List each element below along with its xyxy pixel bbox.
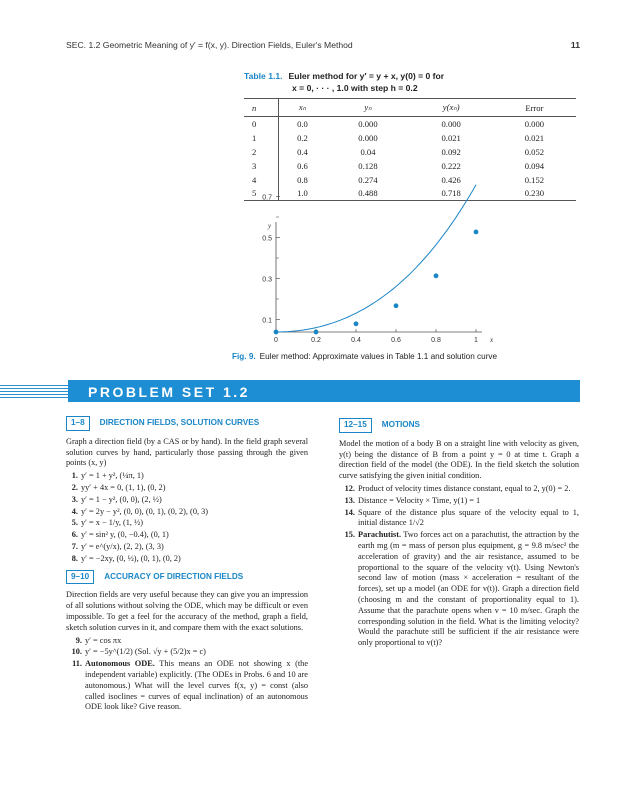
table-cell: 0.021 — [524, 132, 545, 143]
problem-item — [66, 471, 308, 482]
section-title: MOTIONS — [381, 420, 420, 429]
problem-item — [66, 507, 308, 518]
section-range: 12–15 — [339, 418, 372, 433]
section-title: DIRECTION FIELDS, SOLUTION CURVES — [99, 418, 260, 427]
euler-point — [354, 321, 359, 326]
problem-item — [66, 636, 308, 647]
solution-curve — [276, 185, 476, 332]
table-cell: 0.426 — [441, 174, 461, 185]
y-tick-label: 0.1 — [262, 317, 272, 325]
problem-number: 6. — [71, 530, 78, 540]
table-cell: 0.488 — [326, 187, 409, 201]
table-cell: 0.092 — [441, 146, 461, 157]
x-tick-label: 1 — [474, 337, 478, 344]
table-row — [244, 173, 576, 187]
problem-number: 5. — [71, 518, 78, 528]
problem-number: 8. — [71, 553, 78, 563]
problem-number: 11. — [72, 659, 82, 669]
y-axis-label: y — [268, 222, 272, 230]
figure-caption — [232, 352, 497, 361]
table-cell: 0.094 — [524, 160, 545, 171]
euler-point — [394, 303, 399, 308]
problem-number: 3. — [71, 494, 78, 504]
problem-title: Parachutist. — [358, 530, 402, 540]
problem-number: 7. — [71, 541, 78, 551]
problem-text: Square of the distance plus square of the velocity equal to 1, initial distance 1/√2 — [358, 507, 579, 528]
problem-title: Autonomous ODE. — [85, 659, 155, 669]
problem-item — [66, 659, 308, 713]
page-number: 11 — [570, 40, 580, 50]
problem-item — [66, 554, 308, 565]
table-cell: 0.052 — [524, 146, 545, 157]
table-cell: 0.000 — [524, 118, 545, 129]
table-header-row — [244, 99, 576, 117]
euler-point — [314, 330, 319, 335]
problem-number: 10. — [71, 647, 82, 657]
col-header: xₙ — [278, 99, 326, 117]
table-cell: 4 — [252, 174, 257, 185]
section-title: ACCURACY OF DIRECTION FIELDS — [104, 571, 244, 581]
euler-point — [434, 273, 439, 278]
section-range: 9–10 — [66, 570, 94, 585]
table-cell: 0.000 — [358, 132, 378, 143]
problem-text: y′ = x − 1/y, (1, ½) — [81, 518, 144, 528]
x-tick-label: 0.2 — [311, 337, 321, 344]
table-cell: 0.0 — [278, 117, 326, 131]
y-tick-label: 0.7 — [262, 194, 272, 202]
table-row — [244, 117, 576, 131]
x-axis-label: x — [490, 336, 494, 344]
euler-point — [274, 330, 279, 335]
problem-item — [339, 508, 579, 530]
problem-text: y′ = sin² y, (0, −0.4), (0, 1) — [81, 530, 169, 540]
section-heading — [66, 416, 308, 431]
table-row — [244, 131, 576, 145]
problem-number: 9. — [75, 635, 82, 645]
table-cell: 0.000 — [358, 118, 378, 129]
table-cell: 1.0 — [278, 187, 326, 201]
col-header: y(xₙ) — [410, 99, 493, 117]
problem-text: y′ = 2y − y², (0, 0), (0, 1), (0, 2), (0, 3) — [81, 506, 209, 516]
table-cell: 0.4 — [278, 145, 326, 159]
problem-number: 12. — [344, 483, 355, 493]
table-title-line2: x = 0, · · · , 1.0 with step h = 0.2 — [292, 83, 418, 93]
problem-item — [339, 496, 579, 507]
table-cell: 0.230 — [493, 187, 576, 201]
x-tick-label: 0.8 — [431, 337, 441, 344]
table-cell: 0.718 — [410, 187, 493, 201]
section-heading — [66, 570, 308, 585]
problem-set-banner — [0, 378, 639, 404]
problem-text: Two forces act on a parachutist, the attraction by the earth mg (m = mass of person plus equipment, g = 9.8 m/sec² the acceleration of gravity) and the air resistance, assumed to be proportional to the square of the velocity v(t). Using Newton's second law of motion (mass × acceleration = resultant of the forces), set up a model (an ODE for v(t)). Graph a direction field (choosing m and the constant of proportionality equal to 1). Assume that the parachute opens when v = 10 m/sec. Graph the corresponding solution in the field. What is the limiting velocity? Would the parachute still be sufficient if the air resistance were only proportional to v(t)? — [358, 530, 579, 648]
problem-text: This means an ODE not showing x (the independent variable) explicitly. (The ODEs in Probs. 6 and 10 are autonomous.) What will the level curves f(x, y) = const (also called isoclines = curves of equal inclination) of an autonomous ODE look like? Give reason. — [85, 659, 308, 712]
table-label: Table 1.1. — [244, 71, 283, 81]
section-intro: Graph a direction field (by a CAS or by hand). In the field graph several solution curves by hand, particularly those passing through the given points (x, y) — [66, 436, 308, 468]
x-tick-label: 0 — [274, 337, 278, 344]
euler-figure — [240, 194, 500, 346]
problem-text: yy′ + 4x = 0, (1, 1), (0, 2) — [81, 482, 166, 492]
table-cell: 0.128 — [358, 160, 378, 171]
table-cell: 0 — [252, 118, 257, 129]
euler-table — [244, 98, 576, 201]
figure-caption-text: Euler method: Approximate values in Table 1.1 and solution curve — [259, 352, 498, 361]
table-cell: 0.2 — [278, 131, 326, 145]
section-range: 1–8 — [66, 416, 90, 431]
table-row — [244, 159, 576, 173]
table-cell: 0.04 — [360, 146, 376, 157]
figure-label: Fig. 9. — [232, 352, 256, 361]
problem-item — [66, 530, 308, 541]
problem-number: 13. — [344, 495, 355, 505]
x-tick-label: 0.6 — [391, 337, 401, 344]
table-caption — [244, 70, 444, 94]
problem-item — [66, 483, 308, 494]
problem-item — [66, 518, 308, 529]
problem-number: 1. — [71, 471, 78, 481]
problem-item — [339, 530, 579, 649]
table-row — [244, 145, 576, 159]
euler-point — [474, 230, 479, 235]
table-cell: 0.274 — [358, 174, 378, 185]
col-header: n — [244, 99, 278, 117]
table-cell: 5 — [244, 187, 278, 201]
problem-text: y′ = −2xy, (0, ½), (0, 1), (0, 2) — [81, 553, 181, 563]
col-header: Error — [493, 99, 576, 117]
problem-number: 14. — [344, 507, 355, 517]
table-title-line1: Euler method for y′ = y + x, y(0) = 0 for — [288, 71, 445, 81]
table-cell: 0.152 — [524, 174, 545, 185]
running-head: SEC. 1.2 Geometric Meaning of y′ = f(x, y). Direction Fields, Euler's Method — [66, 40, 353, 50]
problem-text: y′ = 1 − y², (0, 0), (2, ½) — [81, 494, 162, 504]
problem-item — [66, 495, 308, 506]
table-cell: 0.222 — [441, 160, 461, 171]
table-row — [244, 187, 576, 201]
problem-text: y′ = −5y^(1/2) (Sol. √y + (5/2)x = c) — [85, 647, 206, 657]
table-cell: 0.021 — [441, 132, 461, 143]
x-tick-label: 0.4 — [351, 337, 361, 344]
left-column — [66, 414, 308, 714]
problem-text: y′ = cos πx — [85, 635, 122, 645]
problem-text: Distance = Velocity × Time, y(1) = 1 — [358, 495, 481, 505]
table-cell: 1 — [252, 132, 257, 143]
problem-item — [66, 647, 308, 658]
right-column — [339, 416, 579, 650]
problem-set-title: PROBLEM SET 1.2 — [88, 384, 250, 400]
table-cell: 2 — [252, 146, 257, 157]
y-tick-label: 0.3 — [262, 276, 272, 284]
table-cell: 0.6 — [278, 159, 326, 173]
table-cell: 3 — [252, 160, 257, 171]
problem-number: 2. — [71, 482, 78, 492]
problem-text: y′ = 1 + y², (¼π, 1) — [81, 471, 144, 481]
col-header: yₙ — [326, 99, 409, 117]
section-heading — [339, 418, 579, 433]
problem-number: 15. — [344, 530, 355, 540]
table-cell: 0.000 — [441, 118, 461, 129]
section-intro: Model the motion of a body B on a straight line with velocity as given, y(t) being the distance of B from a point y = 0 at time t. Graph a direction field of the model (the ODE). In the field sketch the solution curve satisfying the given initial condition. — [339, 438, 579, 481]
y-tick-label: 0.5 — [262, 235, 272, 243]
section-intro: Direction fields are very useful because they can give you an impression of all solutions without solving the ODE, which may be difficult or even impossible. To get a feel for the accuracy of the method, graph a field, sketch solution curves in it, and compare them with the exact solutions. — [66, 590, 308, 632]
problem-text: Product of velocity times distance constant, equal to 2, y(0) = 2. — [358, 483, 571, 493]
problem-item — [66, 542, 308, 553]
table-cell: 0.8 — [278, 173, 326, 187]
problem-number: 4. — [71, 506, 78, 516]
page-header — [66, 40, 580, 50]
problem-item — [339, 484, 579, 495]
problem-text: y′ = e^(y/x), (2, 2), (3, 3) — [81, 541, 164, 551]
